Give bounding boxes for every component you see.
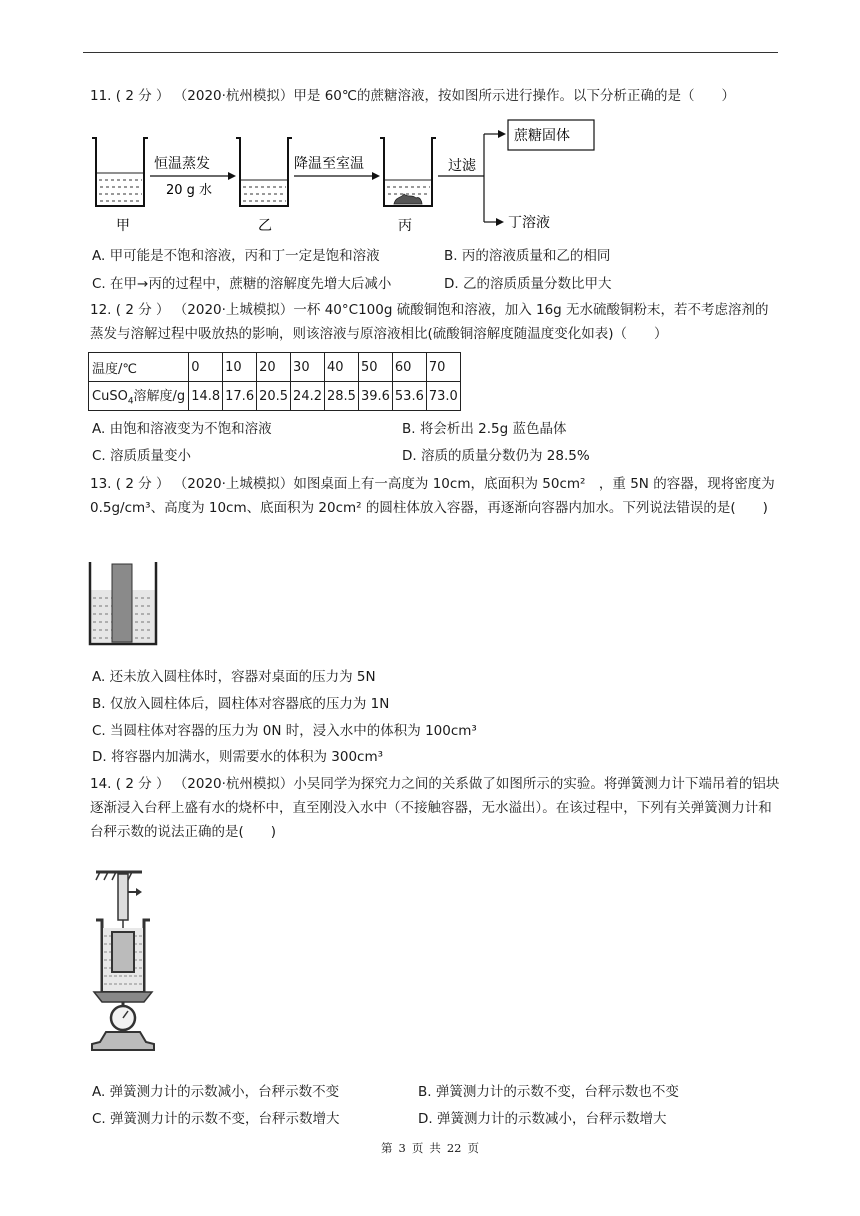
q11-diagram bbox=[86, 118, 606, 240]
beaker-jia-icon bbox=[92, 138, 148, 206]
table-cell: 30 bbox=[291, 353, 325, 382]
total-pages: 22 bbox=[446, 1141, 462, 1155]
label-jia: 甲 bbox=[116, 218, 130, 234]
table-header-temperature: 温度/℃ bbox=[89, 353, 189, 382]
table-cell: 70 bbox=[426, 353, 460, 382]
spring-scale-icon bbox=[118, 874, 128, 920]
table-cell: 0 bbox=[189, 353, 223, 382]
aluminum-block-icon bbox=[112, 932, 134, 972]
q12-option-b: B. 将会析出 2.5g 蓝色晶体 bbox=[402, 421, 567, 437]
current-page: 3 bbox=[398, 1141, 406, 1155]
table-cell: 40 bbox=[325, 353, 359, 382]
q11-option-b: B. 丙的溶液质量和乙的相同 bbox=[444, 248, 611, 264]
table-cell: 24.2 bbox=[291, 382, 325, 411]
q14-option-d: D. 弹簧测力计的示数减小，台秤示数增大 bbox=[418, 1111, 667, 1127]
label-bing: 丙 bbox=[398, 218, 412, 234]
table-cell: 60 bbox=[392, 353, 426, 382]
q11-option-d: D. 乙的溶质质量分数比甲大 bbox=[444, 276, 612, 292]
q13-container-diagram bbox=[88, 562, 158, 648]
q12-option-c: C. 溶质质量变小 bbox=[92, 448, 192, 464]
q14-option-a: A. 弹簧测力计的示数减小，台秤示数不变 bbox=[92, 1084, 340, 1100]
box-top-label: 蔗糖固体 bbox=[514, 128, 570, 144]
table-cell: 10 bbox=[223, 353, 257, 382]
step3-label: 过滤 bbox=[448, 158, 476, 174]
header-rule bbox=[83, 52, 778, 53]
q11-option-a: A. 甲可能是不饱和溶液，丙和丁一定是饱和溶液 bbox=[92, 248, 380, 264]
q14-option-c: C. 弹簧测力计的示数不变，台秤示数增大 bbox=[92, 1111, 340, 1127]
table-cell: 20.5 bbox=[257, 382, 291, 411]
step1-bottom-label: 20 g 水 bbox=[166, 183, 213, 198]
step1-top-label: 恒温蒸发 bbox=[154, 156, 210, 172]
table-cell: 14.8 bbox=[189, 382, 223, 411]
q14-option-b: B. 弹簧测力计的示数不变，台秤示数也不变 bbox=[418, 1084, 679, 1100]
solubility-table bbox=[88, 352, 461, 411]
table-cell: 20 bbox=[257, 353, 291, 382]
table-cell: 73.0 bbox=[426, 382, 460, 411]
question-11-stem: 11. ( 2 分 ） （2020·杭州模拟）甲是 60℃的蔗糖溶液，按如图所示进行操作。以下分析正确的是（ ） bbox=[90, 88, 736, 104]
table-cell: 50 bbox=[358, 353, 392, 382]
beaker-bing-icon bbox=[380, 138, 436, 206]
table-row-temperature bbox=[89, 353, 461, 382]
q11-option-c: C. 在甲→丙的过程中，蔗糖的溶解度先增大后减小 bbox=[92, 276, 392, 292]
table-header-solubility: CuSO$_4$溶解度/g bbox=[89, 382, 189, 411]
q13-option-b: B. 仅放入圆柱体后，圆柱体对容器底的压力为 1N bbox=[92, 696, 390, 712]
table-cell: 17.6 bbox=[223, 382, 257, 411]
question-14-stem: 14. ( 2 分 ） （2020·杭州模拟）小吴同学为探究力之间的关系做了如图所示的实验。将弹簧测力计下端吊着的铝块逐渐浸入台秤上盛有水的烧杯中，直至刚没入水中（不接触容器，无水溢出）。在该过程中，下列有关弹簧测力计和台秤示数的说法正确的是( ) bbox=[90, 776, 780, 840]
q12-option-a: A. 由饱和溶液变为不饱和溶液 bbox=[92, 421, 272, 437]
beaker-yi-icon bbox=[236, 138, 292, 206]
out-bottom-label: 丁溶液 bbox=[508, 215, 550, 231]
table-cell: 28.5 bbox=[325, 382, 359, 411]
question-13-stem: 13. ( 2 分 ） （2020·上城模拟）如图桌面上有一高度为 10cm，底面积为 50cm² ，重 5N 的容器，现将密度为 0.5g/cm³、高度为 10cm、底面积为 20cm² 的圆柱体放入容器，再逐渐向容器内加水。下列说法错误的是( ) bbox=[90, 476, 775, 516]
table-cell: 39.6 bbox=[358, 382, 392, 411]
q13-option-a: A. 还未放入圆柱体时，容器对桌面的压力为 5N bbox=[92, 669, 376, 685]
q13-option-d: D. 将容器内加满水，则需要水的体积为 300cm³ bbox=[92, 749, 384, 765]
q13-option-c: C. 当圆柱体对容器的压力为 0N 时，浸入水中的体积为 100cm³ bbox=[92, 723, 477, 739]
cylinder-icon bbox=[112, 564, 132, 642]
step2-label: 降温至室温 bbox=[294, 156, 364, 172]
question-12-stem: 12. ( 2 分 ） （2020·上城模拟）一杯 40°C100g 硫酸铜饱和溶液，加入 16g 无水硫酸铜粉末，若不考虑溶剂的蒸发与溶解过程中吸放热的影响，则该溶液与原溶液相比(硫酸铜溶解度随温度变化如表)（ ） bbox=[90, 302, 769, 342]
label-yi: 乙 bbox=[258, 218, 272, 234]
page-footer: 第 3 页 共 22 页 bbox=[381, 1141, 479, 1155]
table-cell: 53.6 bbox=[392, 382, 426, 411]
q14-apparatus-diagram bbox=[86, 866, 170, 1056]
table-row-solubility bbox=[89, 382, 461, 411]
q12-option-d: D. 溶质的质量分数仍为 28.5% bbox=[402, 448, 590, 464]
